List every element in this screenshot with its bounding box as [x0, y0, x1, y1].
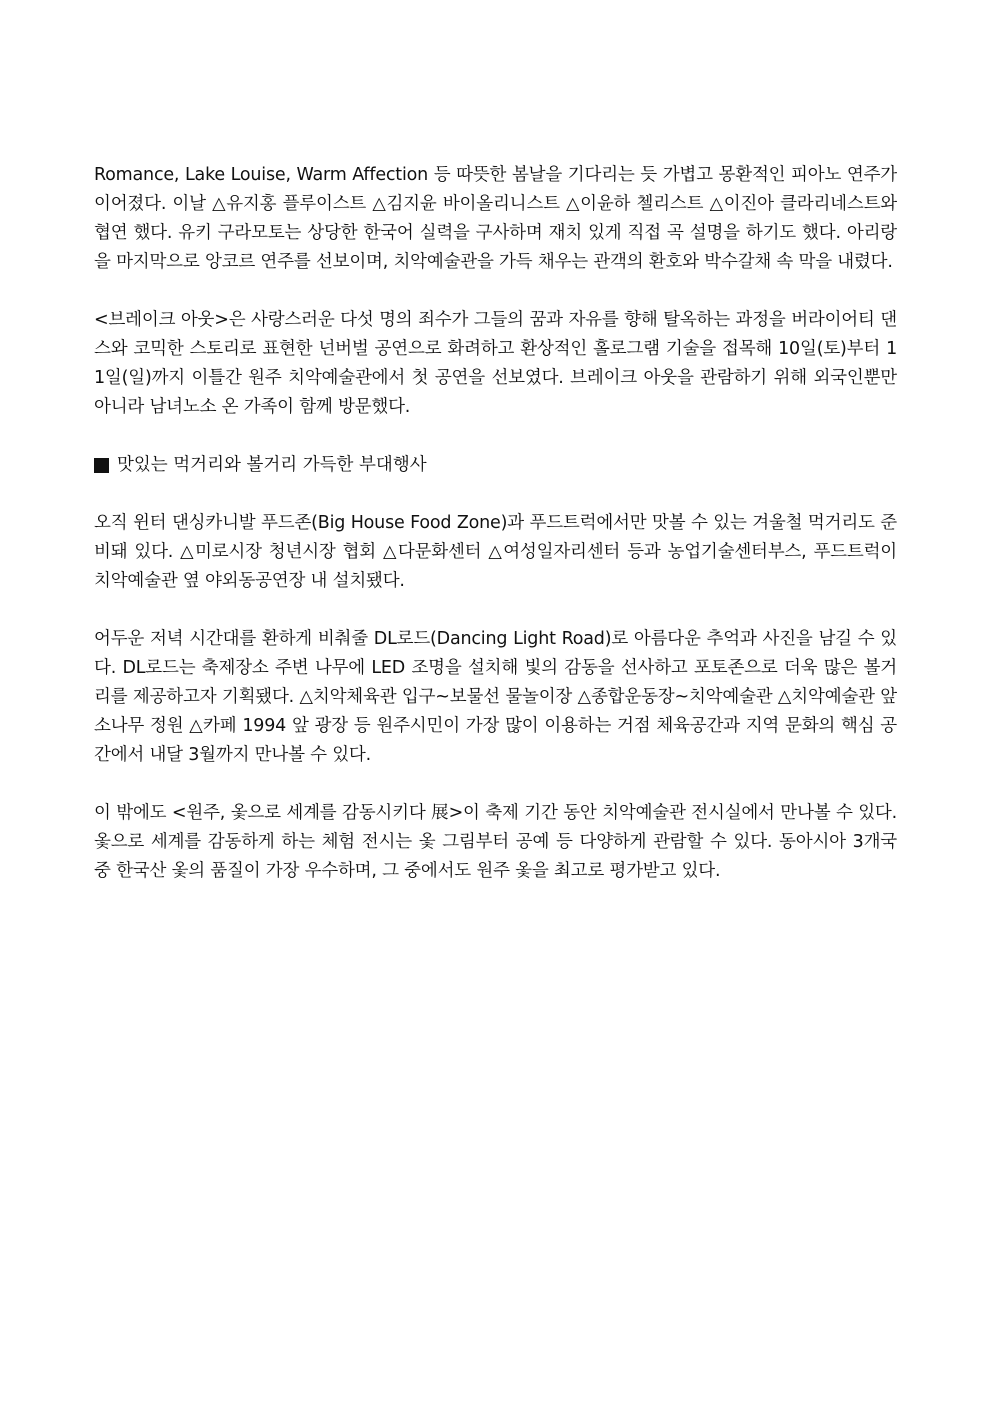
paragraph-lacquer-exhibition: 이 밖에도 <원주, 옻으로 세계를 감동시키다 展>이 축제 기간 동안 치악예술관 전시실에서 만나볼 수 있다. 옻으로 세계를 감동하게 하는 체험 전시는 옻 그림부터 공예 등 다양하게 관람할 수 있다. 동아시아 3개국 중 한국산 옻의 품질이 가장 우수하며, 그 중에서도 원주 옻을 최고로 평가받고 있다. [94, 803, 897, 881]
section-heading [94, 451, 897, 480]
paragraph-dl-road: 어두운 저녁 시간대를 환하게 비춰줄 DL로드(Dancing Light Road)로 아름다운 추억과 사진을 남길 수 있다. DL로드는 축제장소 주변 나무에 LED 조명을 설치해 빛의 감동을 선사하고 포토존으로 더욱 많은 볼거리를 제공하고자 기획됐다. △치악체육관 입구~보물선 물놀이장 △종합운동장~치악예술관 △치악예술관 앞 소나무 정원 △카페 1994 앞 광장 등 원주시민이 가장 많이 이용하는 거점 체육공간과 지역 문화의 핵심 공간에서 내달 3월까지 만나볼 수 있다. [94, 629, 897, 765]
paragraph-break-out: <브레이크 아웃>은 사랑스러운 다섯 명의 죄수가 그들의 꿈과 자유를 향해 탈옥하는 과정을 버라이어티 댄스와 코믹한 스토리로 표현한 넌버벌 공연으로 화려하고 환상적인 홀로그램 기술을 접목해 10일(토)부터 11일(일)까지 이틀간 원주 치악예술관에서 첫 공연을 선보였다. 브레이크 아웃을 관람하기 위해 외국인뿐만 아니라 남녀노소 온 가족이 함께 방문했다. [94, 310, 897, 417]
section-heading-text: 맛있는 먹거리와 볼거리 가득한 부대행사 [117, 455, 427, 475]
paragraph-concert: Romance, Lake Louise, Warm Affection 등 따뜻한 봄날을 기다리는 듯 가볍고 몽환적인 피아노 연주가 이어졌다. 이날 △유지홍 플루이스트 △김지윤 바이올리니스트 △이윤하 첼리스트 △이진아 클라리네스트와 협연 했다. 유키 구라모토는 상당한 한국어 실력을 구사하며 재치 있게 직접 곡 설명을 하기도 했다. 아리랑을 마지막으로 앙코르 연주를 선보이며, 치악예술관을 가득 채우는 관객의 환호와 박수갈채 속 막을 내렸다. [94, 165, 897, 272]
paragraph-food-zone: 오직 윈터 댄싱카니발 푸드존(Big House Food Zone)과 푸드트럭에서만 맛볼 수 있는 겨울철 먹거리도 준비돼 있다. △미로시장 청년시장 협회 △다문화센터 △여성일자리센터 등과 농업기술센터부스, 푸드트럭이 치악예술관 옆 야외동공연장 내 설치됐다. [94, 513, 897, 591]
document-body [94, 161, 897, 915]
black-square-icon [94, 458, 109, 473]
